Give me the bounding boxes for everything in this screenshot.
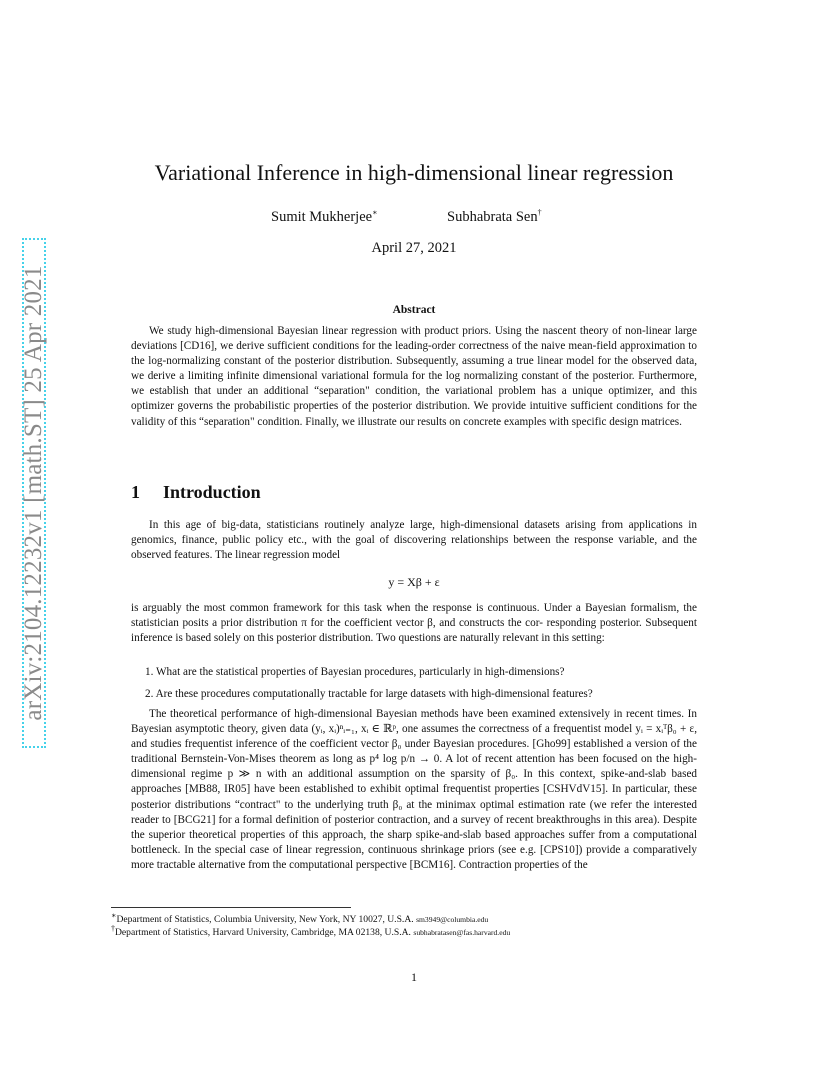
intro-paragraph-3 <box>131 707 697 873</box>
paper-date: April 27, 2021 <box>371 240 457 256</box>
page-number: 1 <box>411 970 417 984</box>
footnote-email[interactable]: subhabratasen@fas.harvard.edu <box>413 928 511 938</box>
text-line: long as p⁴ log p/n → 0. A lot of recent attention has been focused on the high-dimensional regime <box>131 753 697 781</box>
text-line: responding posterior. Subsequent inference is based solely on this posterior distribution. Two questions <box>131 617 697 645</box>
abstract-line: of non-linear large deviations [CD16], we derive sufficient conditions for the leading-order correctness <box>131 325 697 353</box>
section-heading <box>131 482 261 503</box>
text-line: applications in genomics, finance, public policy etc., with the goal of discovering relationships between <box>131 519 697 547</box>
footnote-text: Department of Statistics, Harvard University, Cambridge, MA 02138, U.S.A. <box>115 927 411 939</box>
section-title: Introduction <box>163 482 261 502</box>
text-line: of a frequentist model yᵢ = xᵢᵀβ₀ + ε, and studies frequentist inference of the coefficient vector β₀ under <box>131 723 697 751</box>
abstract-line: variational formula for the log normalizing constant of the posterior. Furthermore, we establish that under <box>131 370 697 398</box>
text-line: estimation rate (we refer the interested reader to [BCG21] for a formal definition of posterior contraction, <box>131 798 697 826</box>
text-line: is arguably the most common framework for this task when the response is continuous. Under a Bayesian <box>131 602 631 614</box>
author-name: Sumit Mukherjee <box>271 208 373 225</box>
text-line: approaches [MB88, IR05] have been established to exhibit optimal frequentist properties [CSHVdV15]. <box>131 783 612 796</box>
abstract-heading: Abstract <box>392 304 436 316</box>
list-item: 1. What are the statistical properties of Bayesian procedures, particularly in high-dimensions? <box>145 666 565 678</box>
text-line: and a survey of recent breakthroughs in this area). Despite the superior theoretical properties of this <box>131 813 697 841</box>
text-line: In particular, these posterior distributions “contract" to the underlying truth β₀ at the minimax optimal <box>131 783 698 811</box>
text-line: recent times. In Bayesian asymptotic theory, given data (yᵢ, xᵢ)ⁿᵢ₌₁, xᵢ ∈ ℝᵖ, one assumes the correctness <box>131 708 697 736</box>
author-mark: † <box>537 208 542 217</box>
paper-title: Variational Inference in high-dimensional linear regression <box>154 160 674 185</box>
author-name: Subhabrata Sen <box>447 208 538 225</box>
abstract-line: specific design matrices. <box>571 415 682 428</box>
intro-paragraph-1 <box>131 518 697 563</box>
footnote-mark: ∗ <box>111 911 117 920</box>
text-line: Bayesian procedures. [Gho99] established a version of the traditional Bernstein-Von-Mises theorem as <box>131 738 697 766</box>
intro-paragraph-2 <box>131 601 697 646</box>
author-2 <box>447 208 542 226</box>
text-line: The theoretical performance of high-dimensional Bayesian methods have been examined extensively in <box>149 708 626 720</box>
list-item: 2. Are these procedures computationally tractable for large datasets with high-dimensional features? <box>145 688 593 700</box>
arxiv-stamp: arXiv:2104.12232v1 [math.ST] 25 Apr 2021 <box>20 265 47 721</box>
text-line: more tractable alternative from the computational perspective [BCM16]. Contraction properties of the <box>131 858 588 871</box>
abstract-line: for the validity of this “separation" condition. Finally, we illustrate our results on concrete examples with <box>131 400 698 428</box>
abstract-line: governs the probabilistic properties of the posterior distribution. We provide intuitive sufficient conditions <box>177 400 667 413</box>
footnote-email[interactable]: sm3949@columbia.edu <box>416 915 489 925</box>
abstract-text <box>131 324 697 430</box>
abstract-line: We study high-dimensional Bayesian linear regression with product priors. Using the nascent theory <box>149 325 613 337</box>
footnote-text: Department of Statistics, Columbia University, New York, NY 10027, U.S.A. <box>116 914 414 926</box>
text-line: In this age of big-data, statisticians routinely analyze large, high-dimensional datasets arising from <box>149 519 629 531</box>
abstract-line: an additional “separation" condition, the variational problem has a unique optimizer, and this optimizer <box>131 385 697 413</box>
section-number: 1 <box>131 482 140 502</box>
footnote-divider <box>111 907 351 908</box>
regression-equation: y = Xβ + ε <box>388 575 440 589</box>
text-line: approach, the sharp spike-and-slab based approaches suffer from a computational bottleneck. In the <box>131 828 697 856</box>
abstract-line: Subsequently, assuming a true linear model for the observed data, we derive a limiting infinite dimensional <box>131 355 697 383</box>
footnote-mark: † <box>111 924 115 933</box>
author-mark: ∗ <box>372 208 378 217</box>
text-line: are naturally relevant in this setting: <box>443 632 605 645</box>
text-line: special case of linear regression, continuous shrinkage priors (see e.g. [CPS10]) provide a comparatively <box>214 843 697 856</box>
text-line: p ≫ n with an additional assumption on the sparsity of β₀. In this context, spike-and-slab based <box>227 768 698 781</box>
footnote-2 <box>111 924 510 938</box>
author-1 <box>271 208 378 226</box>
abstract-line: of the naive mean-field approximation to the log-normalizing constant of the posterior distribution. <box>131 340 697 368</box>
text-line: the response variable, and the observed features. The linear regression model <box>131 534 697 562</box>
text-line: formalism, the statistician posits a prior distribution π for the coefficient vector β, and constructs the cor- <box>131 602 697 630</box>
